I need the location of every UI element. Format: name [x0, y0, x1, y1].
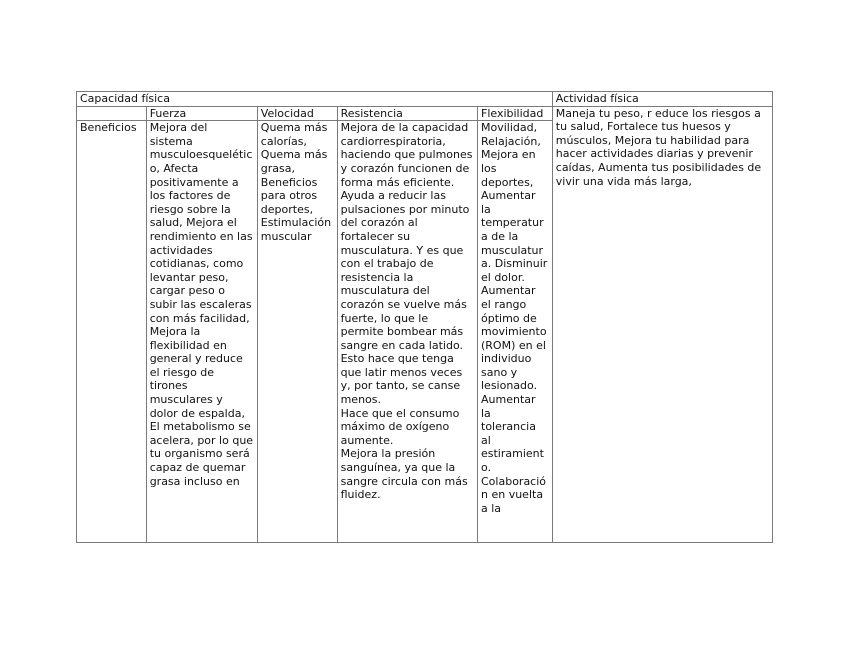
velocidad-text: Quema más calorías, Quema más grasa, Beneficios para otros deportes, Estimulación muscular [260, 121, 335, 243]
cell-fuerza [146, 121, 257, 543]
cell-flexibilidad [478, 121, 553, 543]
cell-actividad-fisica [552, 106, 772, 543]
flexibilidad-text: Movilidad, Relajación, Mejora en los deportes, Aumentar la temperatura de la musculatura. Disminuir el dolor. Aumentar el rango óptimo de movimiento (ROM) en el individuo sano y lesionado. Aumentar la tolerancia al estiramiento. Colaboración en vuelta a la [481, 121, 551, 515]
cell-velocidad [257, 121, 337, 543]
column-header-fuerza: Fuerza [146, 106, 257, 121]
fuerza-text: Mejora del sistema musculoesquelético, Afecta positivamente a los factores de riesgo sobre la salud, Mejora el rendimiento en las actividades cotidianas, como levantar peso, cargar peso o subir las escaleras con más facilidad, Mejora la flexibilidad en general y reduce el riesgo de tirones musculares y dolor de espalda, El metabolismo se acelera, por lo que tu organismo será capaz de quemar grasa incluso en [149, 121, 254, 488]
header-capacidad-fisica: Capacidad física [77, 92, 553, 107]
resistencia-text: Mejora de la capacidad cardiorrespiratoria, haciendo que pulmones y corazón funcionen de forma más eficiente. Ayuda a reducir las pulsaciones por minuto del corazón al fortalecer su musculatura. Y es que con el trabajo de resistencia la musculatura del corazón se vuelve más fuerte, lo que le permite bombear más sangre en cada latido. Esto hace que tenga que latir menos veces y, por tanto, se canse menos. Hace que el consumo máximo de oxígeno aumente. Mejora la presión sanguínea, ya que la sangre circula con más fluidez. [340, 121, 473, 502]
row-label-beneficios [77, 121, 147, 543]
actividad-text: Maneja tu peso, r educe los riesgos a tu salud, Fortalece tus huesos y músculos, Mejora tu habilidad para hacer actividades diarias y prevenir caídas, Aumenta tus posibilidades de vivir una vida más larga, [555, 106, 765, 188]
column-header-resistencia: Resistencia [337, 106, 477, 121]
column-header-flexibilidad: Flexibilidad [478, 106, 553, 121]
empty-corner-cell [77, 106, 147, 121]
row-label-text: Beneficios [80, 121, 137, 135]
capacidades-table [76, 91, 773, 543]
table-header-row [77, 92, 773, 107]
table-subheader-row [77, 106, 773, 121]
cell-resistencia [337, 121, 477, 543]
column-header-velocidad: Velocidad [257, 106, 337, 121]
header-actividad-fisica: Actividad física [552, 92, 772, 107]
